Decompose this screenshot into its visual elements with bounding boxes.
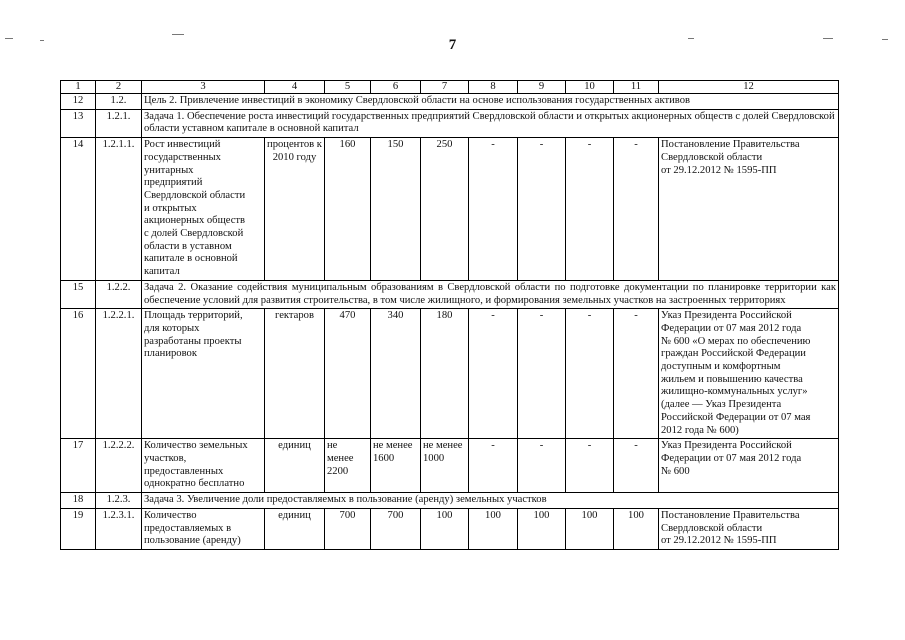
text-line: 1000 bbox=[423, 452, 445, 464]
text-line: и открытых bbox=[144, 202, 197, 214]
text-line: 250 bbox=[436, 139, 453, 151]
indicator-row bbox=[61, 439, 839, 493]
text-line: Федерации от 07 мая 2012 года bbox=[661, 322, 802, 334]
value-cell: - bbox=[566, 439, 614, 493]
text-line: 2010 году bbox=[272, 151, 317, 163]
text-line: для которых bbox=[144, 322, 200, 334]
value-cell: - bbox=[518, 439, 566, 493]
header-cell: 11 bbox=[614, 81, 659, 94]
source-cell bbox=[659, 439, 839, 493]
value-cell: 100 bbox=[614, 508, 659, 549]
row-code: 1.2.3.1. bbox=[96, 508, 142, 549]
text-line: жильем и повышению качества bbox=[661, 373, 803, 385]
value-cell bbox=[325, 508, 371, 549]
value-cell bbox=[421, 309, 469, 439]
source-cell bbox=[659, 309, 839, 439]
value-cell bbox=[371, 138, 421, 281]
header-cell: 9 bbox=[518, 81, 566, 94]
text-line: менее bbox=[327, 452, 354, 464]
text-line: Количество bbox=[144, 509, 197, 521]
text-line: 700 bbox=[387, 509, 404, 521]
row-code: 1.2. bbox=[96, 94, 142, 110]
text-line: предприятий bbox=[144, 177, 203, 189]
text-line: (далее — Указ Президента bbox=[661, 399, 782, 411]
text-line: Количество земельных bbox=[144, 440, 248, 452]
text-line: № 600 «О мерах по обеспечению bbox=[661, 335, 811, 347]
row-number: 12 bbox=[61, 94, 96, 110]
text-line: Свердловской области bbox=[661, 522, 763, 534]
row-code: 1.2.1. bbox=[96, 109, 142, 137]
text-line: единиц bbox=[278, 509, 311, 521]
indicator-name bbox=[142, 508, 265, 549]
row-code: 1.2.2.2. bbox=[96, 439, 142, 493]
text-line: 2200 bbox=[327, 465, 349, 477]
header-cell: 5 bbox=[325, 81, 371, 94]
row-code: 1.2.3. bbox=[96, 493, 142, 509]
text-line: Рост инвестиций bbox=[144, 139, 221, 151]
column-number-row bbox=[61, 81, 839, 94]
text-line: с долей Свердловской bbox=[144, 228, 244, 240]
header-cell: 6 bbox=[371, 81, 421, 94]
value-cell bbox=[371, 309, 421, 439]
text-line: 180 bbox=[436, 310, 453, 322]
task-row bbox=[61, 493, 839, 509]
text-line: области в уставном bbox=[144, 240, 232, 252]
indicator-name bbox=[142, 439, 265, 493]
text-line: 1600 bbox=[373, 452, 395, 464]
text-line: Площадь территорий, bbox=[144, 310, 243, 322]
header-cell: 7 bbox=[421, 81, 469, 94]
text-line: жилищно-коммунальных услуг» bbox=[661, 386, 808, 398]
text-line: доступным и комфортным bbox=[661, 361, 781, 373]
text-line: Российской Федерации от 07 мая bbox=[661, 411, 811, 423]
text-line: государственных bbox=[144, 151, 221, 163]
indicator-row bbox=[61, 138, 839, 281]
task-text: Задача 1. Обеспечение роста инвестиций государственных предприятий Свердловской области и открытых акционерных обществ с долей Свердловской области уставном капитале в основной капитал bbox=[142, 109, 839, 137]
text-line: Указ Президента Российской bbox=[661, 440, 792, 452]
value-cell bbox=[371, 439, 421, 493]
value-cell bbox=[421, 138, 469, 281]
text-line: гектаров bbox=[275, 310, 314, 322]
text-line: от 29.12.2012 № 1595-ПП bbox=[661, 535, 777, 547]
text-line: предоставленных bbox=[144, 465, 224, 477]
text-line: Постановление Правительства bbox=[661, 139, 800, 151]
text-line: унитарных bbox=[144, 164, 194, 176]
task-text: Задача 2. Оказание содействия муниципальным образованиям в Свердловской области по подготовке документации по планировке территории как обеспечение условий для развития строительства, в том числе жилищного, и формирования земельных участков на застроенных территориях bbox=[142, 280, 839, 308]
text-line: предоставляемых в bbox=[144, 522, 232, 534]
text-line: однократно бесплатно bbox=[144, 478, 245, 490]
value-cell: - bbox=[469, 138, 518, 281]
text-line: от 29.12.2012 № 1595-ПП bbox=[661, 164, 777, 176]
text-line: 100 bbox=[436, 509, 453, 521]
value-cell: - bbox=[614, 309, 659, 439]
text-line: Указ Президента Российской bbox=[661, 310, 792, 322]
scan-artifact bbox=[172, 34, 184, 35]
header-cell: 2 bbox=[96, 81, 142, 94]
source-cell bbox=[659, 508, 839, 549]
row-number: 16 bbox=[61, 309, 96, 439]
row-code: 1.2.2. bbox=[96, 280, 142, 308]
value-cell: - bbox=[566, 309, 614, 439]
text-line: не bbox=[327, 440, 338, 452]
value-cell bbox=[421, 439, 469, 493]
task-text: Задача 3. Увеличение доли предоставляемых в пользование (аренду) земельных участков bbox=[142, 493, 839, 509]
indicators-table bbox=[60, 80, 839, 550]
text-line: Федерации от 07 мая 2012 года bbox=[661, 452, 802, 464]
source-cell bbox=[659, 138, 839, 281]
header-cell: 3 bbox=[142, 81, 265, 94]
row-code: 1.2.2.1. bbox=[96, 309, 142, 439]
header-cell: 12 bbox=[659, 81, 839, 94]
value-cell bbox=[371, 508, 421, 549]
text-line: капитале в основной bbox=[144, 253, 238, 265]
text-line: капитал bbox=[144, 266, 180, 278]
row-number: 14 bbox=[61, 138, 96, 281]
text-line: не менее bbox=[423, 440, 463, 452]
value-cell: 100 bbox=[566, 508, 614, 549]
text-line: Свердловской области bbox=[661, 151, 763, 163]
text-line: пользование (аренду) bbox=[144, 535, 241, 547]
indicator-name bbox=[142, 138, 265, 281]
text-line: 160 bbox=[339, 139, 356, 151]
row-code: 1.2.1.1. bbox=[96, 138, 142, 281]
text-line: акционерных обществ bbox=[144, 215, 246, 227]
indicator-name bbox=[142, 309, 265, 439]
text-line: единиц bbox=[278, 440, 311, 452]
value-cell bbox=[325, 138, 371, 281]
value-cell: - bbox=[469, 439, 518, 493]
unit-cell bbox=[265, 309, 325, 439]
indicator-row bbox=[61, 309, 839, 439]
text-line: 470 bbox=[339, 310, 356, 322]
row-number: 19 bbox=[61, 508, 96, 549]
text-line: планировок bbox=[144, 348, 197, 360]
text-line: процентов к bbox=[267, 139, 322, 151]
value-cell bbox=[421, 508, 469, 549]
value-cell: 100 bbox=[518, 508, 566, 549]
value-cell: 100 bbox=[469, 508, 518, 549]
row-number: 15 bbox=[61, 280, 96, 308]
text-line: 150 bbox=[387, 139, 404, 151]
text-line: участков, bbox=[144, 452, 187, 464]
header-cell: 10 bbox=[566, 81, 614, 94]
value-cell bbox=[325, 309, 371, 439]
header-cell: 4 bbox=[265, 81, 325, 94]
task-row bbox=[61, 109, 839, 137]
header-cell: 1 bbox=[61, 81, 96, 94]
value-cell: - bbox=[614, 138, 659, 281]
text-line: 340 bbox=[387, 310, 404, 322]
text-line: разработаны проекты bbox=[144, 335, 242, 347]
header-cell: 8 bbox=[469, 81, 518, 94]
value-cell: - bbox=[614, 439, 659, 493]
value-cell: - bbox=[566, 138, 614, 281]
unit-cell bbox=[265, 439, 325, 493]
value-cell: - bbox=[518, 309, 566, 439]
value-cell bbox=[325, 439, 371, 493]
row-number: 13 bbox=[61, 109, 96, 137]
value-cell: - bbox=[518, 138, 566, 281]
row-number: 18 bbox=[61, 493, 96, 509]
text-line: не менее bbox=[373, 440, 413, 452]
text-line: № 600 bbox=[661, 465, 690, 477]
row-number: 17 bbox=[61, 439, 96, 493]
unit-cell bbox=[265, 138, 325, 281]
goal-text: Цель 2. Привлечение инвестиций в экономику Свердловской области на основе использования государственных активов bbox=[142, 94, 839, 110]
value-cell: - bbox=[469, 309, 518, 439]
task-row bbox=[61, 280, 839, 308]
page-number: 7 bbox=[448, 37, 457, 53]
text-line: 2012 года № 600) bbox=[661, 424, 739, 436]
text-line: 700 bbox=[339, 509, 356, 521]
indicator-row bbox=[61, 508, 839, 549]
text-line: граждан Российской Федерации bbox=[661, 348, 806, 360]
text-line: Свердловской области bbox=[144, 189, 246, 201]
goal-row bbox=[61, 94, 839, 110]
unit-cell bbox=[265, 508, 325, 549]
text-line: Постановление Правительства bbox=[661, 509, 800, 521]
